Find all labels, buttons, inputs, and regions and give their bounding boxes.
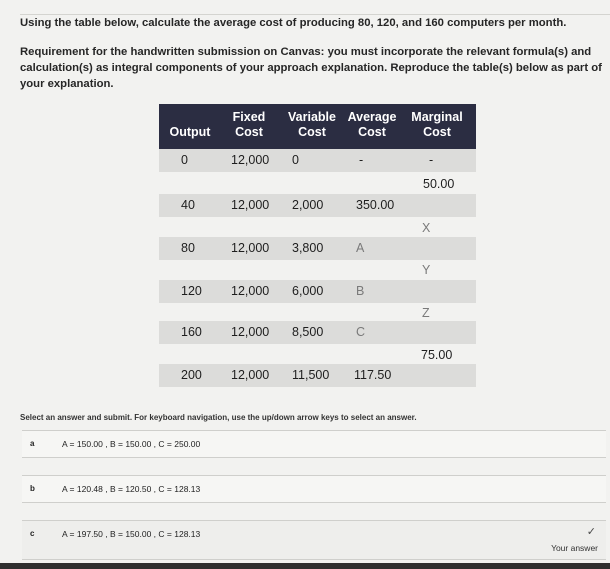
- cell-output: 40: [181, 198, 195, 212]
- cell-variable: 2,000: [292, 198, 324, 212]
- cell-variable: 11,500: [292, 368, 330, 382]
- option-letter: b: [30, 484, 35, 493]
- option-text: A = 150.00 , B = 150.00 , C = 250.00: [62, 439, 201, 449]
- question-line-1: Using the table below, calculate the average cost of producing 80, 120, and 160 computers per month.: [20, 17, 567, 29]
- cell-average: -: [359, 153, 364, 167]
- cell-fixed: 12,000: [231, 325, 270, 339]
- option-letter: a: [30, 439, 35, 448]
- table-row: [159, 237, 476, 260]
- marginal-value: 75.00: [421, 348, 453, 362]
- option-letter: c: [30, 529, 35, 538]
- cell-average: 350.00: [356, 198, 395, 212]
- cell-output: 120: [181, 284, 202, 298]
- cell-fixed: 12,000: [231, 284, 270, 298]
- option-text: A = 197.50 , B = 150.00 , C = 128.13: [62, 529, 201, 539]
- checkmark-icon: ✓: [586, 526, 596, 538]
- cell-variable: 3,800: [292, 241, 324, 255]
- table-row: [159, 194, 476, 217]
- header-average-cost: Average Cost: [347, 110, 397, 139]
- table-header: [159, 104, 476, 149]
- answer-option-a[interactable]: [22, 430, 606, 458]
- cell-average-unknown-c: C: [356, 325, 366, 339]
- option-text: A = 120.48 , B = 120.50 , C = 128.13: [62, 484, 201, 494]
- cell-output: 0: [181, 153, 188, 167]
- cell-marginal: -: [429, 153, 434, 167]
- marginal-row: [159, 173, 476, 196]
- answer-option-c[interactable]: [22, 520, 606, 560]
- answer-option-b[interactable]: [22, 475, 606, 503]
- table-row: [159, 321, 476, 344]
- cell-average-unknown-b: B: [356, 284, 365, 298]
- header-variable-cost: Variable Cost: [288, 110, 336, 139]
- cell-variable: 0: [292, 153, 299, 167]
- cell-output: 160: [181, 325, 202, 339]
- table-row: [159, 149, 476, 172]
- marginal-variable-x: X: [422, 221, 431, 235]
- header-marginal-cost: Marginal Cost: [411, 110, 463, 139]
- marginal-value: 50.00: [423, 177, 455, 191]
- bottom-bar: [0, 563, 610, 569]
- table-row: [159, 280, 476, 303]
- your-answer-label: Your answer: [551, 543, 598, 553]
- cell-variable: 6,000: [292, 284, 324, 298]
- table-row: [159, 364, 476, 387]
- cell-fixed: 12,000: [231, 368, 270, 382]
- cell-fixed: 12,000: [231, 241, 270, 255]
- cell-average-unknown-a: A: [356, 241, 365, 255]
- cell-average: 117.50: [354, 368, 392, 382]
- marginal-row: [159, 259, 476, 282]
- cost-table: [159, 104, 476, 390]
- header-output: Output: [169, 125, 211, 139]
- marginal-variable-z: Z: [422, 306, 430, 320]
- cell-fixed: 12,000: [231, 153, 270, 167]
- header-fixed-cost: Fixed Cost: [232, 110, 266, 139]
- cell-output: 80: [181, 241, 195, 255]
- cell-variable: 8,500: [292, 325, 324, 339]
- question-line-2: Requirement for the handwritten submission on Canvas: you must incorporate the relevant formula(s) and calculation(s) as integral components of your approach explanation. Reproduce the table(s) below as part of your explanation.: [20, 46, 602, 90]
- cell-output: 200: [181, 368, 202, 382]
- answer-instructions: Select an answer and submit. For keyboard navigation, use the up/down arrow keys to select an answer.: [20, 413, 417, 422]
- cell-fixed: 12,000: [231, 198, 270, 212]
- marginal-variable-y: Y: [422, 263, 431, 277]
